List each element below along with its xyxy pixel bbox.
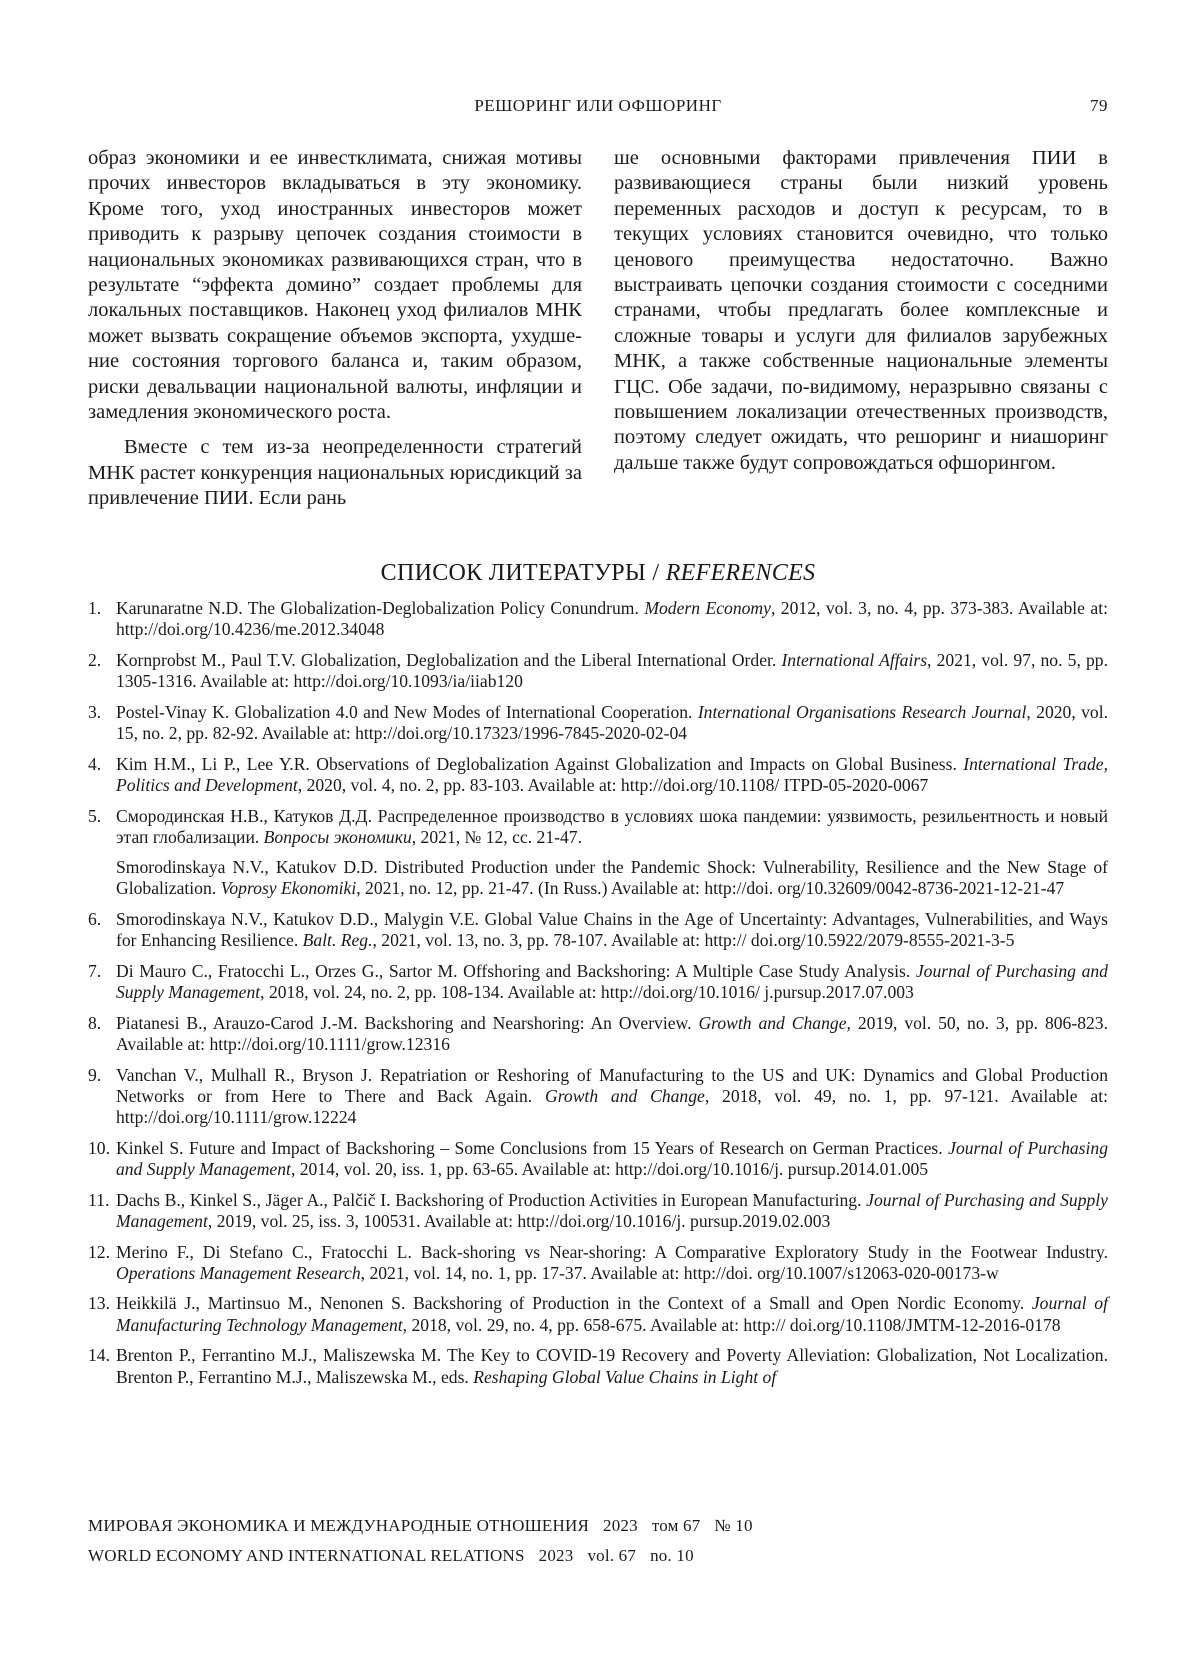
reference-number: 1. — [88, 598, 102, 618]
reference-number: 5. — [88, 805, 102, 826]
reference-source: Journal of Purchasing and Supply Management — [116, 1189, 1108, 1231]
reference-text: Postel-Vinay K. Globalization 4.0 and New Modes of International Cooperation. — [116, 701, 698, 722]
reference-source: Journal of Purchasing and Supply Management — [116, 1137, 1108, 1179]
reference-details: , 2018, vol. 29, no. 4, pp. 658-675. Available at: http:// doi.org/10.1108/JMTM-12-2016-0178 — [402, 1314, 1061, 1335]
reference-details: , 2018, vol. 49, no. 1, pp. 97-121. Available at: http://doi.org/10.1111/grow.12224 — [116, 1085, 1108, 1128]
reference-translation — [116, 857, 1108, 899]
journal-issue-en: no. 10 — [650, 1546, 694, 1565]
references-heading-en: REFERENCES — [665, 560, 816, 586]
reference-source: Balt. Reg. — [302, 930, 373, 951]
reference-source: Reshaping Global Value Chains in Light of — [473, 1366, 777, 1387]
reference-source: Voprosy Ekonomiki — [220, 878, 357, 899]
journal-issue-ru: № 10 — [714, 1516, 753, 1535]
reference-number: 12. — [88, 1241, 110, 1262]
reference-item — [88, 1242, 1108, 1284]
reference-text: Kornprobst M., Paul T.V. Globalization, Deglobalization and the Liberal International Order. — [116, 649, 782, 670]
reference-text: Dachs B., Kinkel S., Jäger A., Palčič I. Backshoring of Production Activities in European Manufacturing. — [116, 1189, 867, 1210]
reference-text: Karunaratne N.D. The Globalization-Deglobalization Policy Conundrum. — [116, 598, 645, 618]
reference-number: 13. — [88, 1293, 110, 1314]
reference-item — [88, 702, 1108, 744]
journal-name-en: WORLD ECONOMY AND INTERNATIONAL RELATIONS — [88, 1546, 525, 1565]
reference-text: Kinkel S. Future and Impact of Backshoring – Some Conclusions from 15 Years of Research on German Practices. — [116, 1137, 949, 1158]
reference-details: , 2020, vol. 15, no. 2, pp. 82-92. Available at: http://doi.org/10.17323/1996-7845-2020-02-04 — [116, 701, 1108, 744]
journal-volume-en: vol. 67 — [587, 1546, 637, 1565]
paragraph: Вместе с тем из-за неопределенности стратегий МНК растет конкуренция национальных юрисдикций за привлечение ПИИ. Если рань — [88, 436, 582, 510]
journal-name-ru: МИРОВАЯ ЭКОНОМИКА И МЕЖДУНАРОДНЫЕ ОТНОШЕНИЯ — [88, 1516, 590, 1535]
reference-item — [88, 1293, 1108, 1335]
reference-item — [88, 1345, 1108, 1387]
reference-details: , 2019, vol. 50, no. 3, pp. 806-823. Available at: http://doi.org/10.1111/grow.12316 — [116, 1012, 1108, 1054]
footer-en — [88, 1546, 1108, 1566]
reference-item — [88, 806, 1108, 900]
reference-list — [88, 598, 1108, 1397]
reference-number: 14. — [88, 1345, 110, 1366]
reference-details: , 2021, vol. 14, no. 1, pp. 17-37. Available at: http://doi. org/10.1007/s12063-020-00173-w — [360, 1262, 999, 1283]
reference-source: Journal of Purchasing and Supply Management — [116, 960, 1108, 1003]
reference-text: Piatanesi B., Arauzo-Carod J.-M. Backshoring and Nearshoring: An Overview. — [116, 1012, 699, 1033]
reference-item — [88, 754, 1108, 796]
reference-text: Vanchan V., Mulhall R., Bryson J. Repatriation or Reshoring of Manufacturing to the US and UK: Dynamics and Global Production Networks or from Here to There and Back Again. — [116, 1064, 1108, 1106]
reference-item — [88, 1065, 1108, 1129]
reference-item — [88, 1138, 1108, 1180]
reference-text: Brenton P., Ferrantino M.J., Maliszewska M. The Key to COVID-19 Recovery and Poverty Alleviation: Globalization, Not Localization. Brenton P., Ferrantino M.J., Maliszewska M., eds. — [116, 1345, 1108, 1387]
left-column — [88, 146, 582, 512]
reference-source: Вопросы экономики — [263, 826, 412, 847]
reference-details: , 2018, vol. 24, no. 2, pp. 108-134. Available at: http://doi.org/10.1016/ j.pursup.2017.07.003 — [260, 982, 914, 1003]
reference-details: , 2021, vol. 13, no. 3, pp. 78-107. Available at: http:// doi.org/10.5922/2079-8555-2021-3-5 — [372, 930, 1015, 951]
reference-text: Heikkilä J., Martinsuo M., Nenonen S. Backshoring of Production in the Context of a Small and Open Nordic Economy. — [116, 1293, 1032, 1314]
reference-source: International Affairs — [781, 649, 928, 670]
right-column — [614, 146, 1108, 476]
reference-details: , 2019, vol. 25, iss. 3, 100531. Available at: http://doi.org/10.1016/j. pursup.2019.02.003 — [207, 1210, 831, 1231]
reference-number: 10. — [88, 1137, 110, 1158]
footer-ru — [88, 1516, 1108, 1536]
reference-details: , 2021, no. 12, pp. 21-47. (In Russ.) Available at: http://doi. org/10.32609/0042-8736-2021-12-21-47 — [356, 878, 1065, 899]
references-heading-ru: СПИСОК ЛИТЕРАТУРЫ / — [380, 560, 666, 586]
reference-source: Journal of Manufacturing Technology Management — [116, 1293, 1108, 1335]
reference-text: Smorodinskaya N.V., Katukov D.D., Malygin V.E. Global Value Chains in the Age of Uncertainty: Advantages, Vulnerabilities, and Ways for Enhancing Resilience. — [116, 908, 1108, 951]
paragraph: образ экономики и ее инвестклимата, снижая мотивы прочих инвесторов вкладываться в эту экономику. Кроме того, уход иностранных инвесторов может приводить к разрыву цепочек создания стоимости в национальных экономиках развивающихся стран, что в результате “эффекта домино” создает проблемы для локальных поставщиков. Наконец уход филиалов МНК может вызвать сокращение объемов экспорта, ухудшение состояния торгового баланса и, таким образом, риски девальвации национальной валюты, инфляции и замедления экономического роста. — [88, 147, 582, 424]
reference-item — [88, 598, 1108, 640]
journal-year-en: 2023 — [538, 1546, 574, 1565]
reference-source: Growth and Change — [698, 1012, 847, 1033]
reference-number: 9. — [88, 1064, 102, 1085]
reference-number: 2. — [88, 649, 102, 670]
reference-number: 8. — [88, 1012, 102, 1033]
journal-volume-ru: том 67 — [651, 1516, 701, 1535]
reference-text: Смородинская Н.В., Катуков Д.Д. Распределенное производство в условиях шока пандемии: уязвимость, резильентность и новый этап глобализации. — [116, 805, 1108, 847]
reference-number: 7. — [88, 960, 102, 981]
references-heading — [88, 560, 1108, 587]
reference-details: , 2021, vol. 97, no. 5, pp. 1305-1316. Available at: http://doi.org/10.1093/ia/iiab120 — [116, 649, 1108, 692]
reference-text: Di Mauro C., Fratocchi L., Orzes G., Sartor M. Offshoring and Backshoring: A Multiple Case Study Analysis. — [116, 960, 916, 981]
reference-item — [88, 650, 1108, 692]
reference-details: , 2014, vol. 20, iss. 1, pp. 63-65. Available at: http://doi.org/10.1016/j. pursup.2014.01.005 — [290, 1158, 929, 1179]
reference-details: , 2021, № 12, сс. 21-47. — [411, 826, 582, 847]
reference-source: Modern Economy — [644, 598, 771, 618]
reference-item — [88, 1190, 1108, 1232]
reference-number: 6. — [88, 908, 102, 929]
reference-text: Merino F., Di Stefano C., Fratocchi L. Back-shoring vs Near-shoring: A Comparative Exploratory Study in the Footwear Industry. — [116, 1241, 1108, 1262]
reference-item — [88, 909, 1108, 951]
reference-item — [88, 1013, 1108, 1055]
reference-text: Smorodinskaya N.V., Katukov D.D. Distributed Production under the Pandemic Shock: Vulnerability, Resilience and the New Stage of Globalization. — [116, 857, 1108, 899]
reference-item — [88, 961, 1108, 1003]
journal-year-ru: 2023 — [603, 1516, 638, 1535]
running-head — [88, 96, 1108, 120]
reference-details: , 2020, vol. 4, no. 2, pp. 83-103. Available at: http://doi.org/10.1108/ ITPD-05-2020-0067 — [297, 774, 929, 795]
body-columns — [88, 146, 1108, 546]
reference-source: Growth and Change — [545, 1085, 705, 1106]
reference-number: 11. — [88, 1189, 110, 1210]
reference-details: , 2012, vol. 3, no. 4, pp. 373-383. Available at: http://doi.org/10.4236/me.2012.34048 — [116, 598, 1109, 640]
reference-number: 3. — [88, 701, 102, 722]
reference-number: 4. — [88, 753, 102, 774]
paragraph: ше основными факторами привлечения ПИИ в развивающиеся страны были низкий уровень переменных расходов и доступ к ресурсам, то в текущих условиях становится очевидно, что только ценового преимущества недостаточно. Важно выстраивать цепочки создания стоимости с соседними странами, чтобы предлагать более комплексные и сложные товары и услуги для филиалов зарубежных МНК, а также собственные национальные элементы ГЦС. Обе задачи, по-видимому, неразрывно связаны с повышением локализации отечественных производств, поэтому следует ожидать, что решоринг и ниашоринг дальше также будут сопровождаться офшорингом. — [614, 147, 1108, 474]
reference-source: Operations Management Research — [116, 1262, 361, 1283]
page-number: 79 — [1090, 96, 1108, 115]
reference-source: International Organisations Research Journal — [697, 701, 1027, 722]
reference-text: Kim H.M., Li P., Lee Y.R. Observations of Deglobalization Against Globalization and Impacts on Global Business. — [116, 753, 964, 774]
running-title: РЕШОРИНГ ИЛИ ОФШОРИНГ — [474, 96, 722, 115]
reference-source: International Trade, Politics and Development — [116, 753, 1108, 795]
